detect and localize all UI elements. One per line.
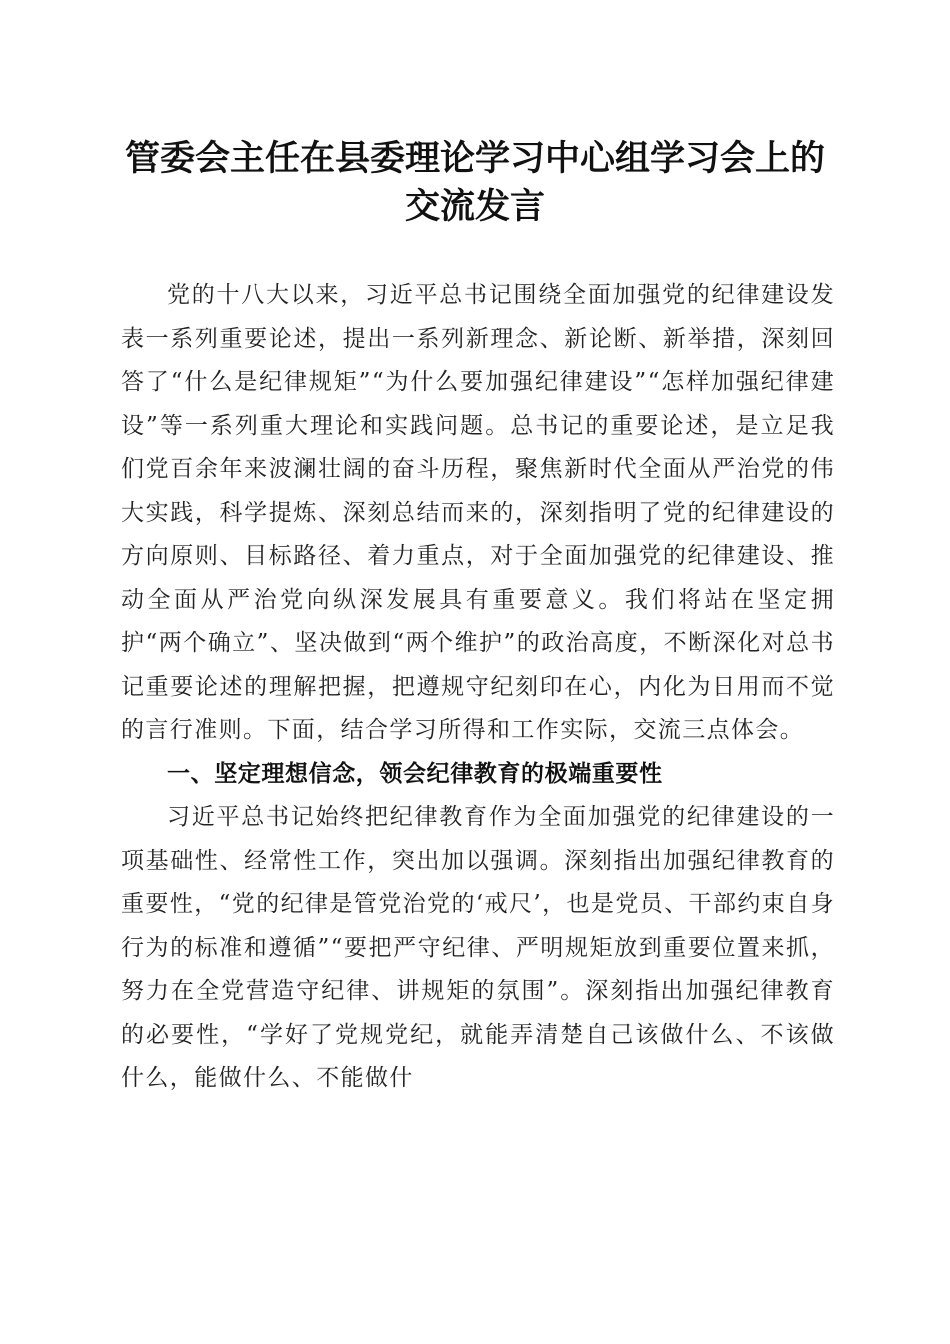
intro-paragraph: 党的十八大以来，习近平总书记围绕全面加强党的纪律建设发表一系列重要论述，提出一系列新理念、新论断、新举措，深刻回答了“什么是纪律规矩”“为什么要加强纪律建设”“怎样加强纪律建设”等一系列重大理论和实践问题。总书记的重要论述，是立足我们党百余年来波澜壮阔的奋斗历程，聚焦新时代全面从严治党的伟大实践，科学提炼、深刻总结而来的，深刻指明了党的纪律建设的方向原则、目标路径、着力重点，对于全面加强党的纪律建设、推动全面从严治党向纵深发展具有重要意义。我们将站在坚定拥护“两个确立”、坚决做到“两个维护”的政治高度，不断深化对总书记重要论述的理解把握，把遵规守纪刻印在心，内化为日用而不觉的言行准则。下面，结合学习所得和工作实际，交流三点体会。 bbox=[121, 282, 835, 743]
document-title-line-2: 交流发言 bbox=[404, 186, 545, 227]
document-title-line-1: 管委会主任在县委理论学习中心组学习会上的 bbox=[124, 138, 825, 179]
document-body bbox=[121, 274, 835, 1101]
section-1-paragraph: 习近平总书记始终把纪律教育作为全面加强党的纪律建设的一项基础性、经常性工作，突出加以强调。深刻指出加强纪律教育的重要性，“党的纪律是管党治党的‘戒尺’，也是党员、干部约束自身行为的标准和遵循”“要把严守纪律、严明规矩放到重要位置来抓，努力在全党营造守纪律、讲规矩的氛围”。深刻指出加强纪律教育的必要性，“学好了党规党纪，就能弄清楚自己该做什么、不该做什么，能做什么、不能做什 bbox=[121, 804, 835, 1091]
section-1-heading: 一、坚定理想信念，领会纪律教育的极端重要性 bbox=[167, 760, 663, 787]
